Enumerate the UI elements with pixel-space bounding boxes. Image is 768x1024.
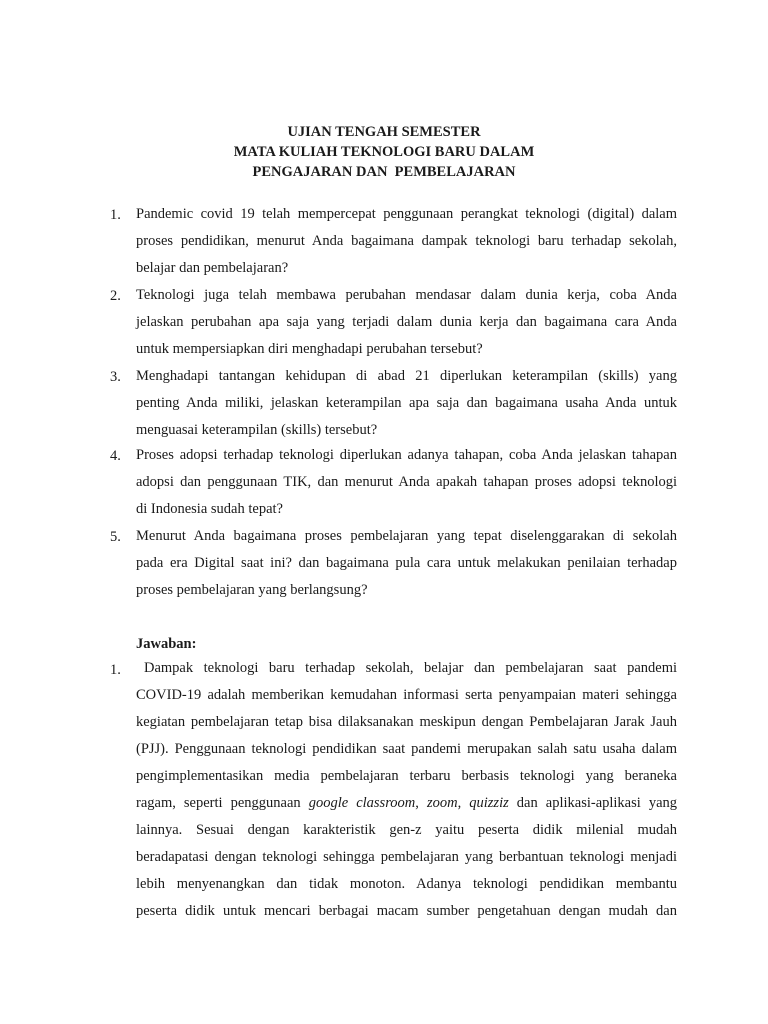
question-2-text (136, 282, 677, 363)
question-4-line-1: Proses adopsi terhadap teknologi diperlukan adanya tahapan, coba Anda jelaskan tahapan (136, 447, 677, 463)
answer-1-text (136, 655, 677, 925)
answer-1-line-5: pengimplementasikan media pembelajaran terbaru berbasis teknologi yang beraneka (136, 768, 677, 784)
answer-1-line-6-sep2: , (457, 795, 470, 811)
question-5-line-1: Menurut Anda bagaimana proses pembelajaran yang tepat diselenggarakan di sekolah (136, 528, 677, 544)
question-1-line-3: belajar dan pembelajaran? (136, 260, 289, 276)
question-3-number: 3. (110, 369, 121, 385)
question-3-line-2: penting Anda miliki, jelaskan keterampilan apa saja dan bagaimana usaha Anda untuk (136, 395, 677, 411)
answer-1-line-4: (PJJ). Penggunaan teknologi pendidikan saat pandemi merupakan salah satu usaha dalam (136, 741, 677, 757)
answer-1-line-6-post: dan aplikasi-aplikasi yang (508, 795, 678, 811)
question-3-line-3: menguasai keterampilan (skills) tersebut? (136, 422, 378, 438)
question-5-line-3: proses pembelajaran yang berlangsung? (136, 582, 368, 598)
question-2-number: 2. (110, 288, 121, 304)
document-heading (0, 122, 768, 182)
question-5-line-2: pada era Digital saat ini? dan bagaimana pula cara untuk melakukan penilaian terhadap (136, 555, 677, 571)
question-4-text (136, 442, 677, 523)
question-2-line-1: Teknologi juga telah membawa perubahan mendasar dalam dunia kerja, coba Anda (136, 287, 677, 303)
question-5-text (136, 523, 677, 604)
question-5-number: 5. (110, 529, 121, 545)
heading-line-1: UJIAN TENGAH SEMESTER (287, 124, 481, 140)
google-classroom-term: google classroom (308, 795, 416, 811)
question-1-number: 1. (110, 207, 121, 223)
answer-1-line-6-sep1: , (415, 795, 427, 811)
question-1-text (136, 201, 677, 282)
heading-line-2: MATA KULIAH TEKNOLOGI BARU DALAM (233, 144, 535, 160)
question-4-number: 4. (110, 448, 121, 464)
answer-1-line-8: beradapatasi dengan teknologi sehingga pembelajaran yang berbantuan teknologi menjadi (136, 849, 677, 865)
heading-line-3: PENGAJARAN DAN PEMBELAJARAN (252, 164, 516, 180)
answer-1-line-9: lebih menyenangkan dan tidak monoton. Adanya teknologi pendidikan membantu (136, 876, 677, 892)
answer-1-line-1: Dampak teknologi baru terhadap sekolah, belajar dan pembelajaran saat pandemi (144, 660, 677, 676)
question-1-line-2: proses pendidikan, menurut Anda bagaimana dampak teknologi baru terhadap sekolah, (136, 233, 677, 249)
quizziz-term: quizziz (469, 795, 509, 811)
question-2-line-3: untuk mempersiapkan diri menghadapi perubahan tersebut? (136, 341, 483, 357)
answer-1-line-10: peserta didik untuk mencari berbagai macam sumber pengetahuan dengan mudah dan (136, 903, 677, 919)
question-3-text (136, 363, 677, 444)
answer-1-line-7: lainnya. Sesuai dengan karakteristik gen-z yaitu peserta didik milenial mudah (136, 822, 677, 838)
answer-1-line-2: COVID-19 adalah memberikan kemudahan informasi serta penyampaian materi sehingga (136, 687, 677, 703)
zoom-term: zoom (426, 795, 458, 811)
question-3-line-1: Menghadapi tantangan kehidupan di abad 21 diperlukan keterampilan (skills) yang (136, 368, 677, 384)
answer-1-line-6 (136, 790, 677, 817)
question-4-line-2: adopsi dan penggunaan TIK, dan menurut Anda apakah tahapan proses adopsi teknologi (136, 474, 677, 490)
question-2-line-2: jelaskan perubahan apa saja yang terjadi dalam dunia kerja dan bagaimana cara Anda (136, 314, 677, 330)
answer-1-line-3: kegiatan pembelajaran tetap bisa dilaksanakan meskipun dengan Pembelajaran Jarak Jauh (136, 714, 677, 730)
question-1-line-1: Pandemic covid 19 telah mempercepat penggunaan perangkat teknologi (digital) dalam (136, 206, 677, 222)
answer-1-line-6-pre: ragam, seperti penggunaan (136, 795, 309, 811)
answers-label: Jawaban: (136, 636, 197, 652)
question-4-line-3: di Indonesia sudah tepat? (136, 501, 283, 517)
answer-1-number: 1. (110, 662, 121, 678)
